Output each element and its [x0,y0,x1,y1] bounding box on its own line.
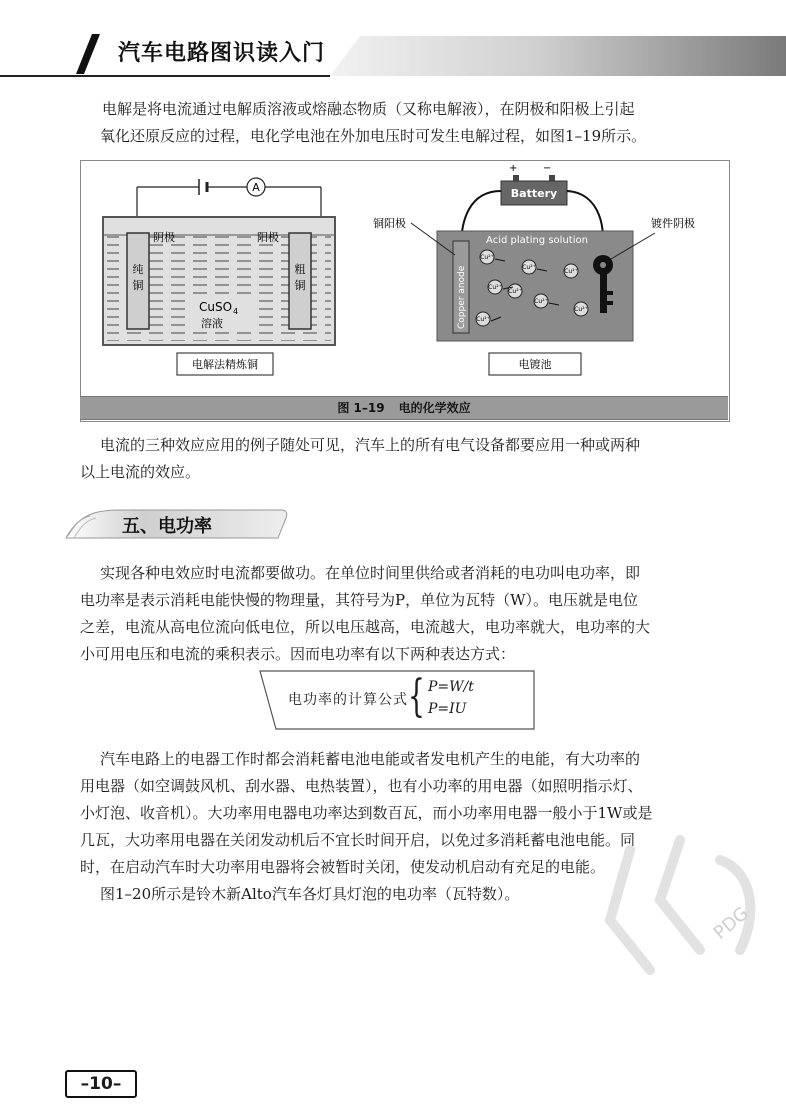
plus-sign: + [509,163,518,174]
ion-label: Cu²⁺ [522,264,536,271]
cathode-label: 阴极 [153,231,175,244]
ion-label: Cu²⁺ [574,306,588,313]
right-caption: 电镀池 [518,358,552,371]
ion-label: Cu²⁺ [534,298,548,305]
minus-sign: − [543,163,552,174]
text-line: 小可用电压和电流的乘积表示。因而电功率有以下两种表达方式： [80,645,516,663]
text-line: 以上电流的效应。 [80,463,201,481]
text-line: 汽车电路上的电器工作时都会消耗蓄电池电能或者发电机产生的电能，有大功率的 [100,750,641,768]
formula-eq2: P=IU [428,701,467,717]
figure-caption-text: 电的化学效应 [398,401,471,415]
solution-en-label: Acid plating solution [486,235,588,246]
text-line: 实现各种电效应时电流都要做功。在单位时间里供给或者消耗的电功叫电功率，即 [100,564,641,582]
brace-icon: { [408,671,425,722]
ion-label: Cu²⁺ [564,268,578,275]
right-electrode-label-2: 铜 [294,279,306,292]
copper-anode-cn-label: 铜阳极 [373,217,406,230]
ion-label: Cu²⁺ [488,284,502,291]
page-header [0,30,786,78]
formula-label: 电功率的计算公式 [288,692,408,708]
section-heading [60,508,290,542]
figure-1-19 [80,160,730,422]
left-electrode-label-1: 纯 [132,263,144,276]
text-line: 电流的三种效应应用的例子随处可见，汽车上的所有电气设备都要应用一种或两种 [100,436,641,454]
plated-cathode-cn-label: 镀件阴极 [651,217,695,230]
text-line: 小灯泡、收音机）。大功率用电器电功率达到数百瓦，而小功率用电器一般小于1W或是 [80,804,653,822]
battery-label: Battery [510,187,558,200]
anode-en-label: Copper anode [457,265,467,329]
electrolysis-diagram [103,178,335,375]
text-line: 电解是将电流通过电解质溶液或熔融态物质（又称电解液），在阴极和阳极上引起 [102,100,635,118]
formula-box [252,667,538,733]
figure-caption [80,396,728,420]
header-slash-icon [76,34,100,74]
text-line: 电功率是表示消耗电能快慢的物理量，其符号为P，单位为瓦特（W）。电压就是电位 [80,591,639,609]
text-line: 时，在启动汽车时大功率用电器将会被暂时关闭，使发动机启动有充足的电能。 [80,858,606,876]
text-line: 图1–20所示是铃木新Alto汽车各灯具灯泡的电功率（瓦特数）。 [100,885,520,903]
electroplating-diagram [373,163,695,375]
text-line: 之差，电流从高电位流向低电位，所以电压越高，电流越大，电功率就大，电功率的大 [80,618,651,636]
anode-label: 阳极 [257,231,279,244]
ammeter-label: A [252,181,260,194]
text-line: 氧化还原反应的过程，电化学电池在外加电压时可发生电解过程，如图1–19所示。 [100,127,647,145]
left-electrode-label-2: 铜 [132,279,144,292]
paragraph-effects [80,432,740,486]
paragraph-power [80,560,740,668]
ion-label: Cu²⁺ [480,254,494,261]
solution-subscript: 4 [233,307,239,316]
page-number: –10– [65,1070,137,1098]
ion-label: Cu²⁺ [508,288,522,295]
watermark-text: PDG [709,902,753,944]
text-line: 用电器（如空调鼓风机、刮水器、电热装置），也有小功率的用电器（如照明指示灯、 [80,777,643,795]
figure-number: 图 1–19 [337,401,385,415]
left-caption: 电解法精炼铜 [192,358,258,371]
watermark-seal [590,830,786,990]
section-title: 五、电功率 [122,516,212,537]
intro-paragraph [100,96,740,150]
ion-label: Cu²⁺ [476,316,490,323]
solution-label: 溶液 [201,317,223,330]
header-title: 汽车电路图识读入门 [118,41,326,66]
text-line: 几瓦，大功率用电器在关闭发动机后不宜长时间开启，以免过多消耗蓄电池电能。同 [80,831,636,849]
figure-illustration [81,161,729,397]
solution-formula: CuSO [199,300,233,314]
formula-eq1: P=W/t [428,679,474,695]
right-electrode-label-1: 粗 [294,263,306,276]
